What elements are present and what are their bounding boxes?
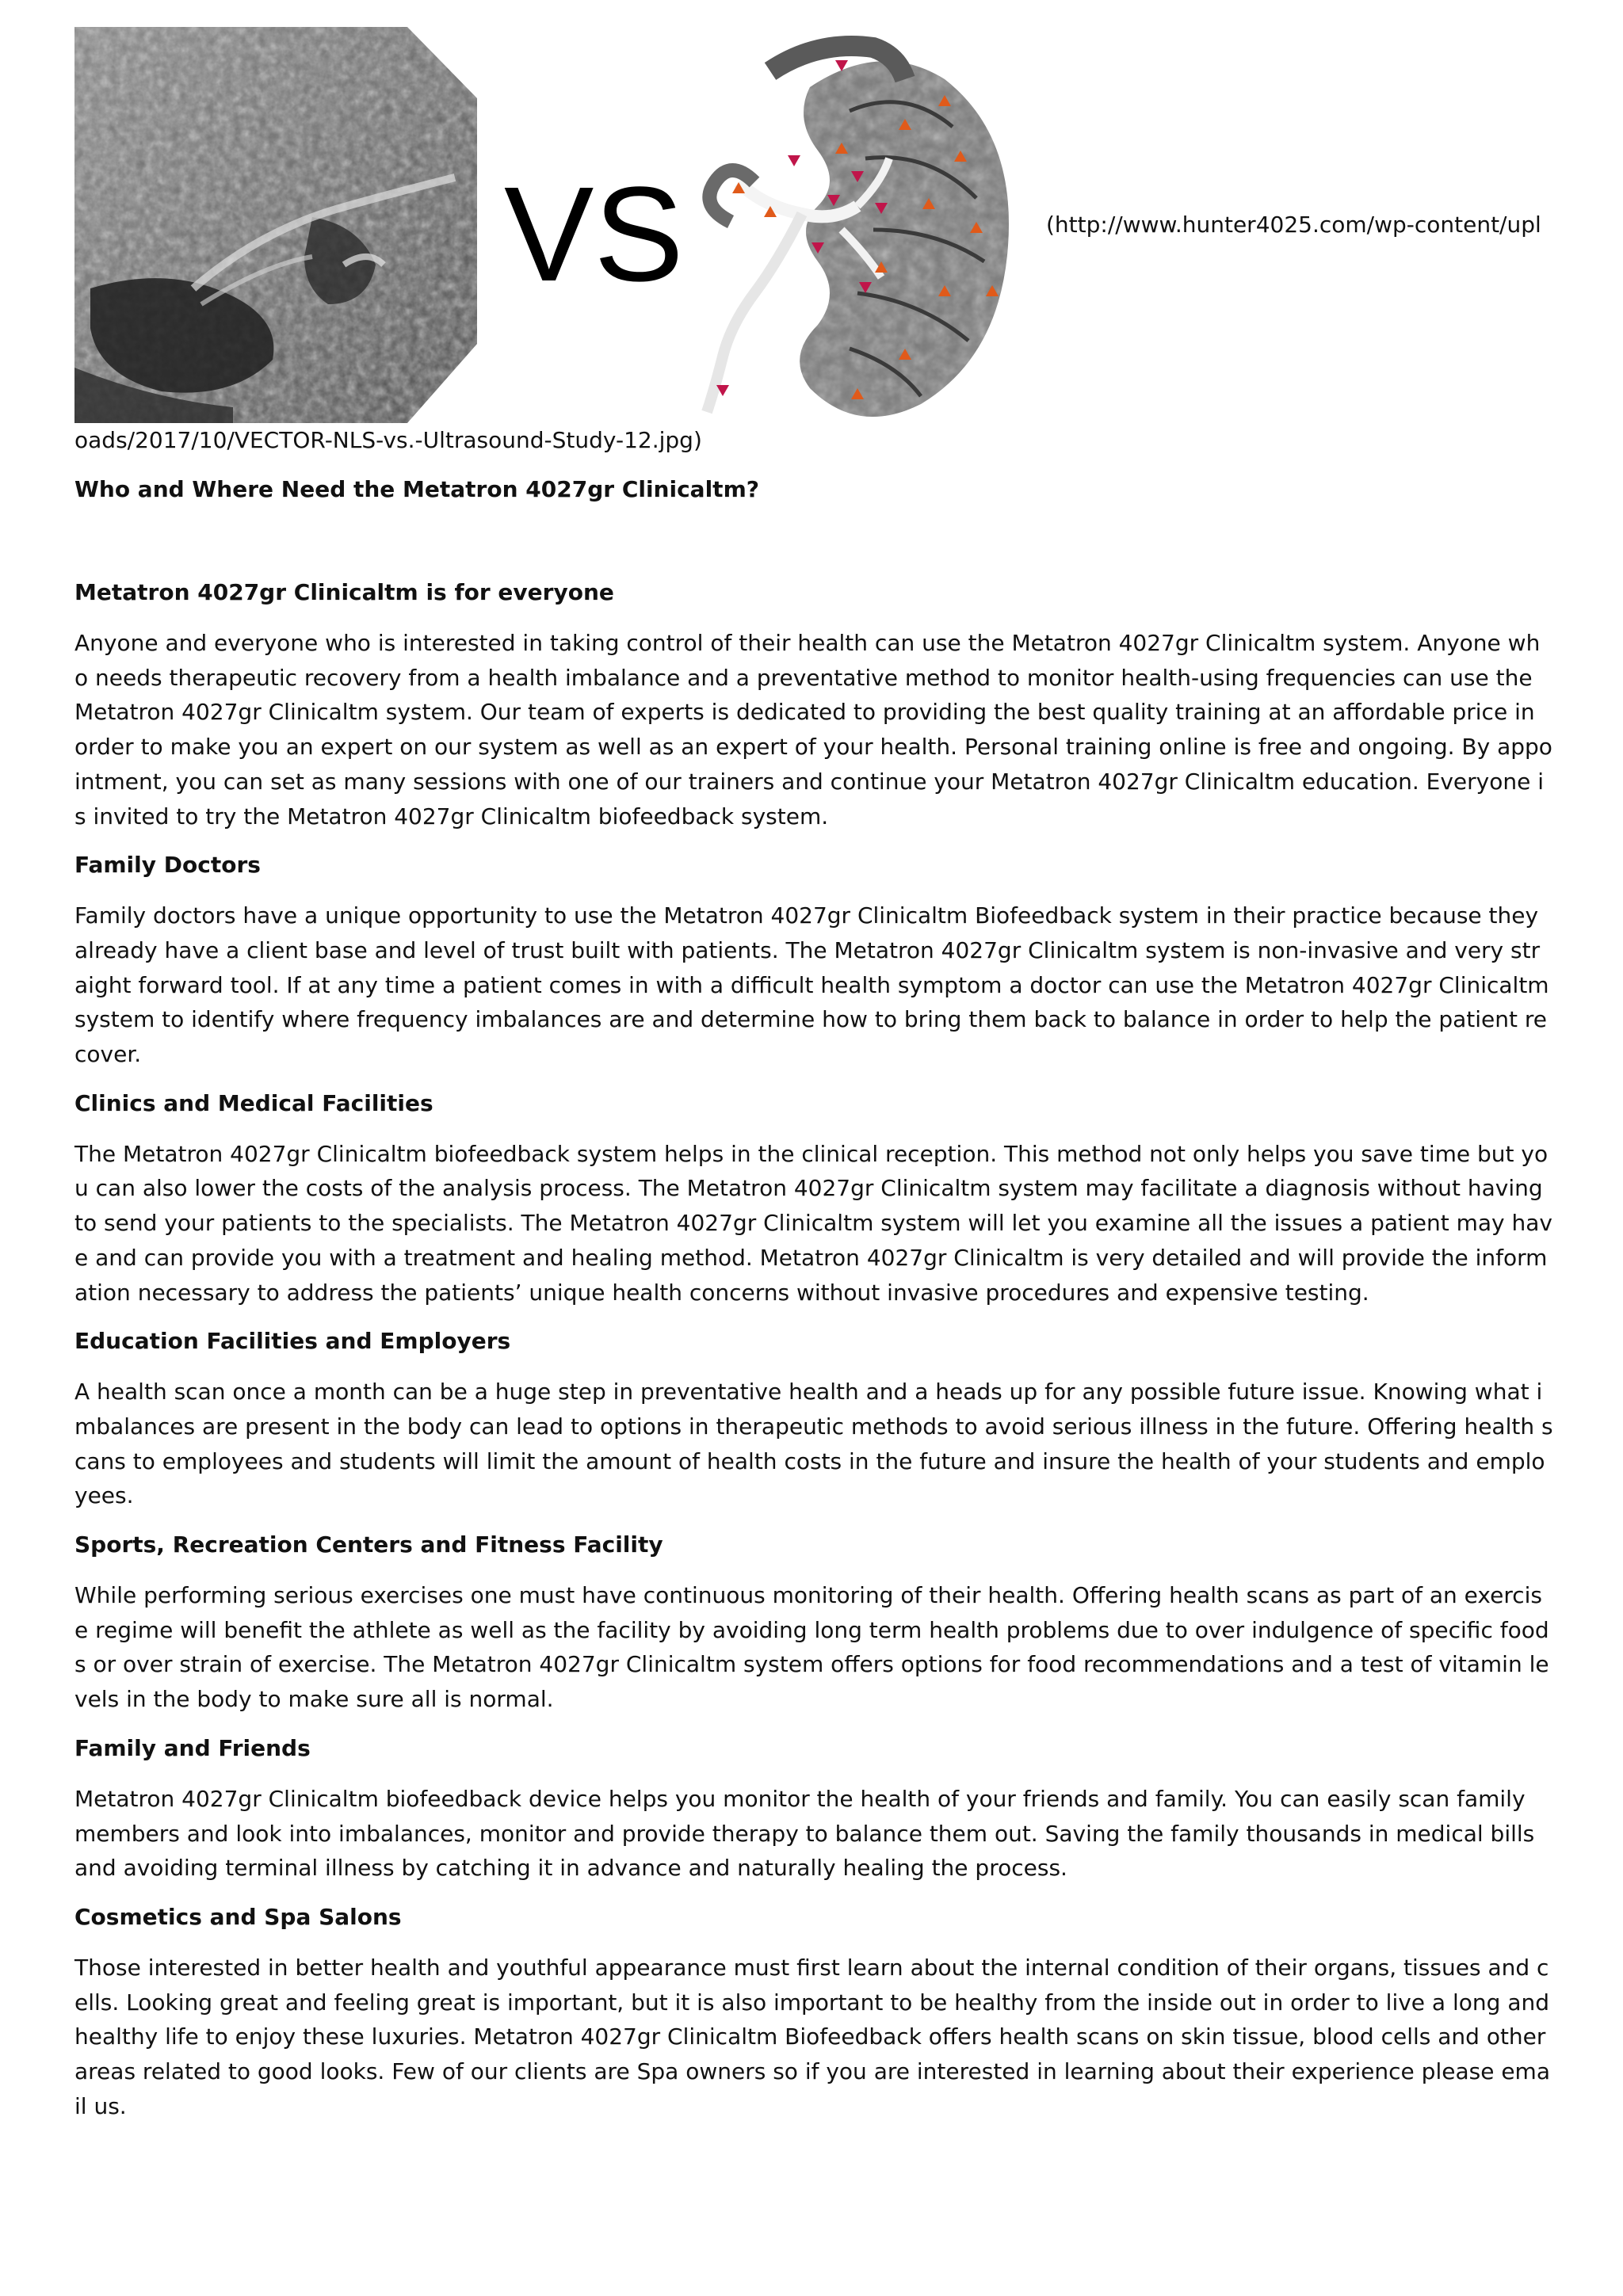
kidney-illustration [643, 24, 1040, 428]
section-body-education: A health scan once a month can be a huge step in preventative health and a heads up for any possible future issue. Knowing what imbalances are present in the body can lead to options in therapeutic methods to avoid serious illness in the future. Offering health scans to employees and students will limit the amount of health costs in the future and insure the health of your students and employees. [74, 1379, 1553, 1509]
comparison-figure [74, 27, 1553, 423]
section-body-sports: While performing serious exercises one must have continuous monitoring of their health. Offering health scans as part of an exercise regime will benefit the athlete as well as the facility by avoiding long term health problems due to over indulgence of specific foods or over strain of exercise. The Metatron 4027gr Clinicaltm system offers options for food recommendations and a test of vitamin levels in the body to make sure all is normal. [74, 1582, 1549, 1713]
section-heading-everyone: Metatron 4027gr Clinicaltm is for everyone [74, 579, 614, 605]
section-body-clinics: The Metatron 4027gr Clinicaltm biofeedback system helps in the clinical reception. This method not only helps you save time but you can also lower the costs of the analysis process. The Metatron 4027gr Clinicaltm system may facilitate a diagnosis without having to send your patients to the specialists. The Metatron 4027gr Clinicaltm system will let you examine all the issues a patient may have and can provide you with a treatment and healing method. Metatron 4027gr Clinicaltm is very detailed and will provide the information necessary to address the patients’ unique health concerns without invasive procedures and expensive testing. [74, 1140, 1552, 1306]
section-heading-education: Education Facilities and Employers [74, 1328, 511, 1355]
section-body-cosmetics: Those interested in better health and youthful appearance must first learn about the internal condition of their organs, tissues and cells. Looking great and feeling great is important, but it is also important to be healthy from the inside out in order to live a long and healthy life to enjoy these luxuries. Metatron 4027gr Clinicaltm Biofeedback offers health scans on skin tissue, blood cells and other areas related to good looks. Few of our clients are Spa owners so if you are interested in learning about their experience please email us. [74, 1954, 1550, 2119]
section-heading-family-friends: Family and Friends [74, 1734, 311, 1761]
section-body-family-doctors: Family doctors have a unique opportunity to use the Metatron 4027gr Clinicaltm Biofeedback system in their practice because they already have a client base and level of trust built with patients. The Metatron 4027gr Clinicaltm system is non-invasive and very straight forward tool. If at any time a patient comes in with a difficult health symptom a doctor can use the Metatron 4027gr Clinicaltm system to identify where frequency imbalances are and determine how to bring them back to balance in order to help the patient recover. [74, 902, 1549, 1068]
ultrasound-image [74, 27, 477, 423]
svg-text:VS: VS [504, 159, 684, 310]
section-heading-sports: Sports, Recreation Centers and Fitness Facility [74, 1531, 663, 1558]
section-heading-clinics: Clinics and Medical Facilities [74, 1089, 433, 1116]
image-link-part1[interactable]: (http://www.hunter4025.com/wp-content/upl [1046, 212, 1541, 238]
image-link-part2[interactable]: oads/2017/10/VECTOR-NLS-vs.-Ultrasound-Study-12.jpg) [74, 427, 702, 453]
section-body-family-friends: Metatron 4027gr Clinicaltm biofeedback device helps you monitor the health of your friends and family. You can easily scan family members and look into imbalances, monitor and provide therapy to balance them out. Saving the family thousands in medical bills and avoiding terminal illness by catching it in advance and naturally healing the process. [74, 1785, 1535, 1882]
section-heading-family-doctors: Family Doctors [74, 852, 261, 879]
page-heading: Who and Where Need the Metatron 4027gr Clinicaltm? [74, 476, 759, 502]
section-body-everyone: Anyone and everyone who is interested in taking control of their health can use the Metatron 4027gr Clinicaltm system. Anyone who needs therapeutic recovery from a health imbalance and a preventative method to monitor health-using frequencies can use the Metatron 4027gr Clinicaltm system. Our team of experts is dedicated to providing the best quality training at an affordable price in order to make you an expert on our system as well as an expert of your health. Personal training online is free and ongoing. By appointment, you can set as many sessions with one of our trainers and continue your Metatron 4027gr Clinicaltm education. Everyone is invited to try the Metatron 4027gr Clinicaltm biofeedback system. [74, 630, 1552, 830]
document-page [74, 27, 1553, 2142]
section-heading-cosmetics: Cosmetics and Spa Salons [74, 1903, 402, 1930]
heading-spacer [74, 504, 1553, 578]
